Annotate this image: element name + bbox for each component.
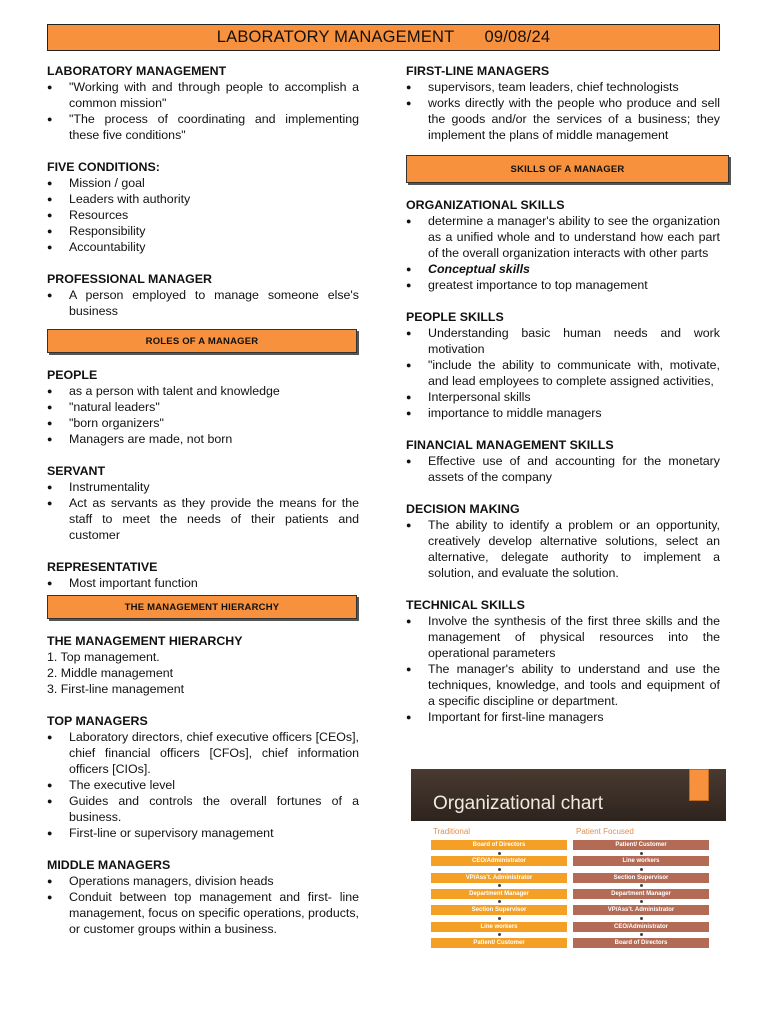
list-item: ● works directly with the people who produce and sell the goods and/or the services of a business; they implement the plans of middle management [406, 95, 720, 143]
org-chart-box-right: Section Supervisor [573, 873, 709, 883]
people-skills-list [406, 325, 720, 421]
list-item: ● A person employed to manage someone else's business [47, 287, 359, 319]
list-item: ● Guides and controls the overall fortunes of a business. [47, 793, 359, 825]
list-item: ● Effective use of and accounting for the monetary assets of the company [406, 453, 720, 485]
first-line-list [406, 79, 720, 143]
section-title: PEOPLE SKILLS [406, 310, 504, 324]
accent-block [689, 769, 709, 801]
section-title: FIVE CONDITIONS: [47, 160, 160, 174]
list-item: ● The executive level [47, 777, 359, 793]
hierarchy-list [47, 649, 359, 697]
representative-list [47, 575, 359, 591]
header-title: LABORATORY MANAGEMENT [216, 28, 455, 46]
five-conditions-list [47, 175, 359, 255]
section-title: PROFESSIONAL MANAGER [47, 272, 212, 286]
list-item: ● Act as servants as they provide the means for the staff to meet the needs of their patients and customer [47, 495, 359, 543]
connector-dot [640, 852, 643, 855]
section-title: THE MANAGEMENT HIERARCHY [47, 634, 243, 648]
list-item: ● Conceptual skills [406, 261, 720, 277]
list-item: ● Important for first-line managers [406, 709, 720, 725]
page-header [47, 24, 720, 51]
traditional-heading: Traditional [433, 827, 471, 836]
section-title: REPRESENTATIVE [47, 560, 158, 574]
right-column [406, 63, 720, 725]
banner-skills: SKILLS OF A MANAGER [406, 155, 729, 183]
org-skills-list [406, 213, 720, 293]
section-title: LABORATORY MANAGEMENT [47, 64, 227, 78]
financial-list [406, 453, 720, 485]
left-column [47, 63, 359, 937]
people-list [47, 383, 359, 447]
list-item: ● Understanding basic human needs and work motivation [406, 325, 720, 357]
list-item: ● Conduit between top management and first- line management, focus on specific operations, products, or customer groups within a business. [47, 889, 359, 937]
list-item: ● Responsibility [47, 223, 359, 239]
org-chart-box-left: CEO/Administrator [431, 856, 567, 866]
connector-dot [640, 900, 643, 903]
section-title: MIDDLE MANAGERS [47, 858, 171, 872]
org-chart-box-right: Line workers [573, 856, 709, 866]
list-item: ● "The process of coordinating and implementing these five conditions" [47, 111, 359, 143]
list-item: ● Operations managers, division heads [47, 873, 359, 889]
connector-dot [498, 933, 501, 936]
list-item: 3. First-line management [47, 682, 185, 696]
connector-dot [498, 884, 501, 887]
connector-dot [498, 917, 501, 920]
prof-manager-list [47, 287, 359, 319]
connector-dot [640, 917, 643, 920]
org-chart-title: Organizational chart [433, 793, 604, 814]
list-item: ● supervisors, team leaders, chief technologists [406, 79, 720, 95]
section-title: DECISION MAKING [406, 502, 520, 516]
section-title: TECHNICAL SKILLS [406, 598, 525, 612]
list-item: ● Interpersonal skills [406, 389, 720, 405]
connector-dot [498, 852, 501, 855]
header-date: 09/08/24 [484, 28, 551, 46]
list-item: 2. Middle management [47, 666, 174, 680]
section-title: FIRST-LINE MANAGERS [406, 64, 550, 78]
org-chart-box-left: VP/Ass't. Administrator [431, 873, 567, 883]
list-item: ● importance to middle managers [406, 405, 720, 421]
org-chart-box-left: Line workers [431, 922, 567, 932]
org-chart-box-left: Department Manager [431, 889, 567, 899]
list-item: ● Mission / goal [47, 175, 359, 191]
list-item: ● The manager's ability to understand and use the techniques, knowledge, and tools and equipment of a specific discipline or department. [406, 661, 720, 709]
section-title: ORGANIZATIONAL SKILLS [406, 198, 565, 212]
banner-hierarchy: THE MANAGEMENT HIERARCHY [47, 595, 357, 619]
list-item: ● "include the ability to communicate with, motivate, and lead employees to complete assigned activities, [406, 357, 720, 389]
list-item: ● Leaders with authority [47, 191, 359, 207]
servant-list [47, 479, 359, 543]
list-item: ● Laboratory directors, chief executive officers [CEOs], chief financial officers [CFOs], chief information officers [CIOs]. [47, 729, 359, 777]
section-title: FINANCIAL MANAGEMENT SKILLS [406, 438, 614, 452]
list-item: ● "natural leaders" [47, 399, 359, 415]
banner-roles: ROLES OF A MANAGER [47, 329, 357, 353]
org-chart-header [411, 769, 726, 821]
list-item: ● "born organizers" [47, 415, 359, 431]
patient-focused-heading: Patient Focused [576, 827, 634, 836]
section-title: TOP MANAGERS [47, 714, 148, 728]
list-item: ● Most important function [47, 575, 359, 591]
lab-mgmt-list [47, 79, 359, 143]
list-item: ● First-line or supervisory management [47, 825, 359, 841]
org-chart-box-left: Board of Directors [431, 840, 567, 850]
org-chart-box-right: Department Manager [573, 889, 709, 899]
list-item: ● The ability to identify a problem or an opportunity, creatively develop alternative solutions, select an alternative, delegate authority to implement a solution, and evaluate the solution. [406, 517, 720, 581]
org-chart-box-right: Board of Directors [573, 938, 709, 948]
decision-list [406, 517, 720, 581]
org-chart-box-left: Section Supervisor [431, 905, 567, 915]
list-item: ● Instrumentality [47, 479, 359, 495]
list-item: ● Resources [47, 207, 359, 223]
org-chart-image [411, 769, 726, 952]
org-chart-box-right: VP/Ass't. Administrator [573, 905, 709, 915]
technical-list [406, 613, 720, 725]
list-item: ● Managers are made, not born [47, 431, 359, 447]
list-item: ● determine a manager's ability to see the organization as a unified whole and to understand how each part of the overall organization interacts with other parts [406, 213, 720, 261]
section-title: PEOPLE [47, 368, 98, 382]
list-item: ● "Working with and through people to accomplish a common mission" [47, 79, 359, 111]
list-item: ● Involve the synthesis of the first three skills and the management of physical resources into the operational parameters [406, 613, 720, 661]
list-item: ● greatest importance to top management [406, 277, 720, 293]
connector-dot [498, 868, 501, 871]
list-item: 1. Top management. [47, 650, 160, 664]
section-title: SERVANT [47, 464, 106, 478]
org-chart-box-right: CEO/Administrator [573, 922, 709, 932]
middle-managers-list [47, 873, 359, 937]
connector-dot [640, 884, 643, 887]
connector-dot [640, 933, 643, 936]
connector-dot [640, 868, 643, 871]
list-item: ● Accountability [47, 239, 359, 255]
org-chart-box-left: Patient/ Customer [431, 938, 567, 948]
connector-dot [498, 900, 501, 903]
top-managers-list [47, 729, 359, 841]
org-chart-box-right: Patient/ Customer [573, 840, 709, 850]
list-item: ● as a person with talent and knowledge [47, 383, 359, 399]
